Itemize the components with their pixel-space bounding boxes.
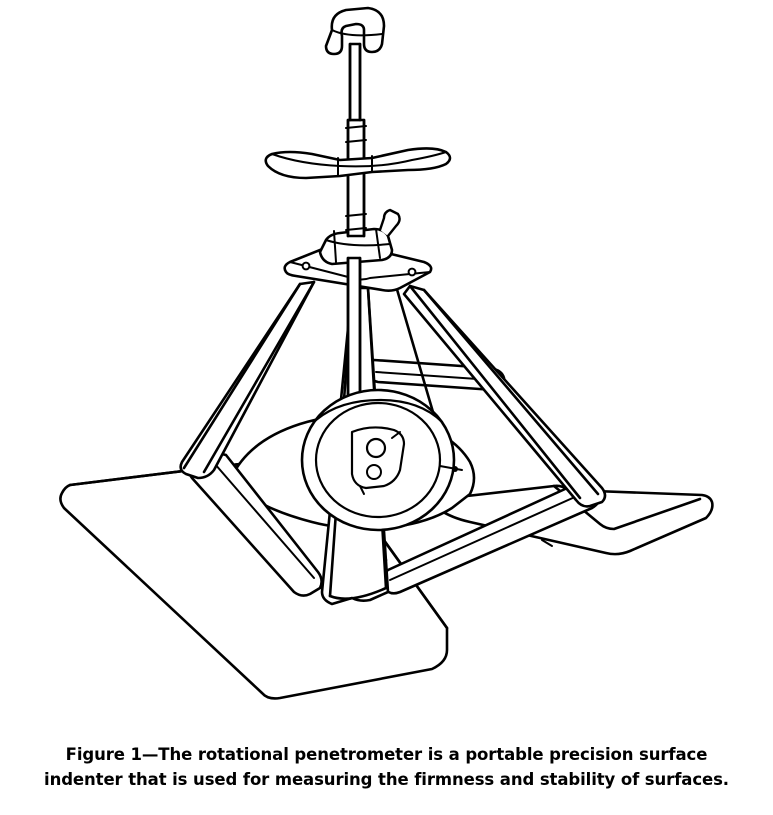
figure-caption-line-2: indenter that is used for measuring the firmness and stability of surfaces. (44, 770, 729, 789)
figure-caption-line-1: Figure 1—The rotational penetrometer is a portable precision surface (65, 745, 708, 764)
upper-shaft (346, 44, 366, 236)
figure-caption (0, 742, 773, 792)
